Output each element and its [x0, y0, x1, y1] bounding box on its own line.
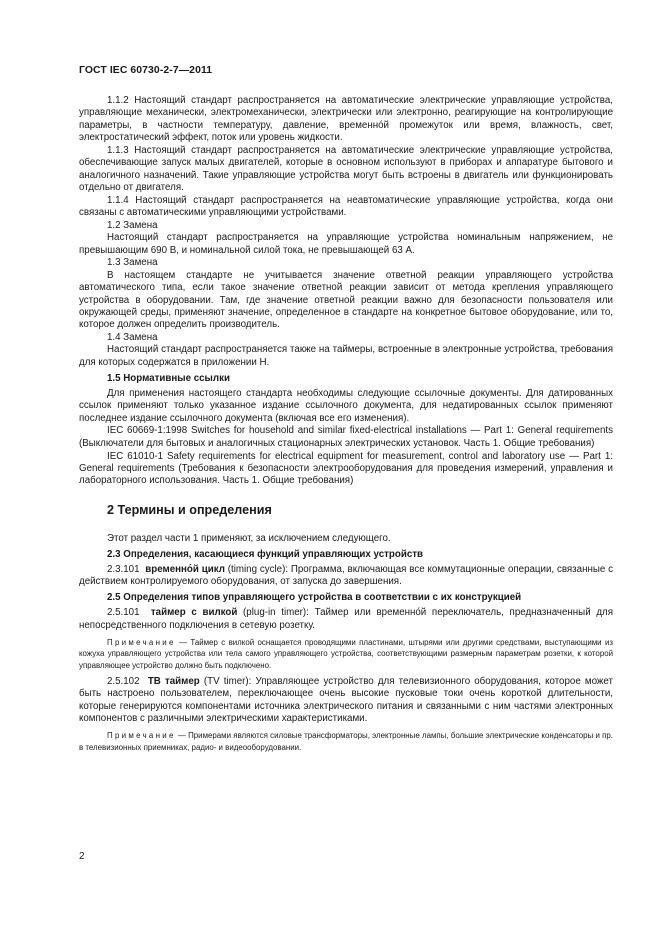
definition-text: (timing cycle): Программа, включающая все коммутационные операции, связанные с действием контролируемого оборудования, от запуска до завершения. — [79, 563, 614, 588]
heading-1-4: 1.4 Замена — [107, 332, 158, 344]
note-tv-timer — [79, 730, 613, 753]
reference-iec-60669: IEC 60669-1:1998 Switches for household and similar fixed-electrical installations — Part 1: General requirements (Выключатели для бытовых и аналогичных стационарных электрических установок. Часть 1. Общие требования) — [79, 425, 613, 449]
clause-number: 2.5.101 — [107, 607, 140, 619]
paragraph-2-3-101 — [79, 564, 613, 589]
definition-text: (plug-in timer): Таймер или временно́й переключатель, предназначенный для непосредственного подключения в сетевую розетку. — [79, 607, 613, 631]
clause-number: 2.3.101 — [107, 563, 140, 575]
paragraph-1-1-3: 1.1.3 Настоящий стандарт распространяется на автоматические электрические управляющие устройства, обеспечивающие запуск малых двигателей, которые в основном используют в приборах и аппаратуре бытового и аналогичного назначений. Такие управляющие устройства могут быть встроены в двигатель или функционировать отдельно от двигателя. — [79, 144, 613, 193]
term-tv-timer: ТВ таймер — [147, 675, 200, 687]
heading-2-3: 2.3 Определения, касающиеся функций управляющих устройств — [107, 548, 424, 560]
note-text: — Примерами являются силовые трансформаторы, электронные лампы, большие электрические конденсаторы и пр. в телевизионных приемниках, радио- и видеооборудовании. — [79, 731, 613, 752]
paragraph-1-3: В настоящем стандарте не учитывается значение ответной реакции управляющего устройства автоматического типа, если такое значение ответной реакции зависит от метода крепления управляющего устройства в оборудовании. Там, где значение ответной реакции важно для безопасности пользователя или окружающей среды, применяют значение, определенное в стандарте на конкретное бытовое оборудование, или то, которое должен определить производитель. — [79, 269, 613, 331]
note-text: — Таймер с вилкой оснащается проводящими пластинами, штырями или другими средствами, выступающими из кожуха управляющего устройства или тела самого управляющего устройства, соответствующими размерным параметрам розетки, к которой управляющее устройство должно быть подключено. — [79, 638, 613, 670]
document-body — [79, 95, 613, 758]
paragraph-2-intro: Этот раздел части 1 применяют, за исключением следующего. — [107, 532, 391, 544]
heading-1-3: 1.3 Замена — [107, 257, 158, 269]
paragraph-1-1-2: 1.1.2 Настоящий стандарт распространяется на автоматические электрические управляющие устройства, управляющие механически, электромеханически, электрически или электронно, реагирующие на контролирующие параметры, в частности температуру, давление, временно́й промежуток или время, влажность, свет, электростатический эффект, поток или уровень жидкости. — [79, 95, 613, 144]
clause-number: 2.5.102 — [107, 675, 140, 687]
heading-2-5: 2.5 Определения типов управляющего устройства в соответствии с их конструкцией — [107, 592, 522, 604]
section-2-title: 2 Термины и определения — [107, 502, 272, 517]
paragraph-2-5-102 — [79, 676, 613, 725]
reference-iec-61010: IEC 61010-1 Safety requirements for electrical equipment for measurement, control and laboratory use — Part 1: General requirements (Требования к безопасности электрооборудования для проведения измерений, управления и лабораторного использования. Часть 1. Общие требования) — [79, 450, 613, 487]
heading-1-5: 1.5 Нормативные ссылки — [107, 372, 230, 384]
note-plug-in-timer — [79, 637, 613, 671]
term-plug-in-timer: таймер с вилкой — [150, 607, 238, 619]
paragraph-1-2: Настоящий стандарт распространяется на управляющие устройства номинальным напряжением, не превышающим 690 В, и номинальной силой тока, не превышающей 63 А. — [79, 232, 613, 256]
document-header: ГОСТ IEC 60730-2-7—2011 — [79, 65, 213, 76]
heading-1-2: 1.2 Замена — [107, 219, 158, 231]
paragraph-1-1-4: 1.1.4 Настоящий стандарт распространяется на неавтоматические управляющие устройства, когда они связаны с автоматическими управляющими устройствами. — [79, 194, 613, 219]
paragraph-2-5-101 — [79, 607, 613, 632]
definition-text: (TV timer): Управляющее устройство для телевизионного оборудования, которое может быть настроено пользователем, переключающее очень высокие пусковые токи очень короткой длительности, которые генерируются компонентами источника электрического питания и связанными с ним частями электронных компонентов с различными электрическими характеристиками. — [79, 675, 613, 724]
page-number: 2 — [79, 851, 85, 862]
term-timing-cycle: временно́й цикл — [145, 563, 225, 575]
note-label: Примечание — [107, 638, 176, 648]
paragraph-1-5: Для применения настоящего стандарта необходимы следующие ссылочные документы. Для датированных ссылок применяют только указанное издание ссылочного документа, для недатированных ссылок применяют последнее издание ссылочного документа (включая все его изменения). — [79, 387, 613, 424]
note-label: Примечание — [107, 731, 176, 741]
paragraph-1-4: Настоящий стандарт распространяется также на таймеры, встроенные в электронные устройства, требования для которых содержатся в приложении Н. — [79, 344, 613, 368]
